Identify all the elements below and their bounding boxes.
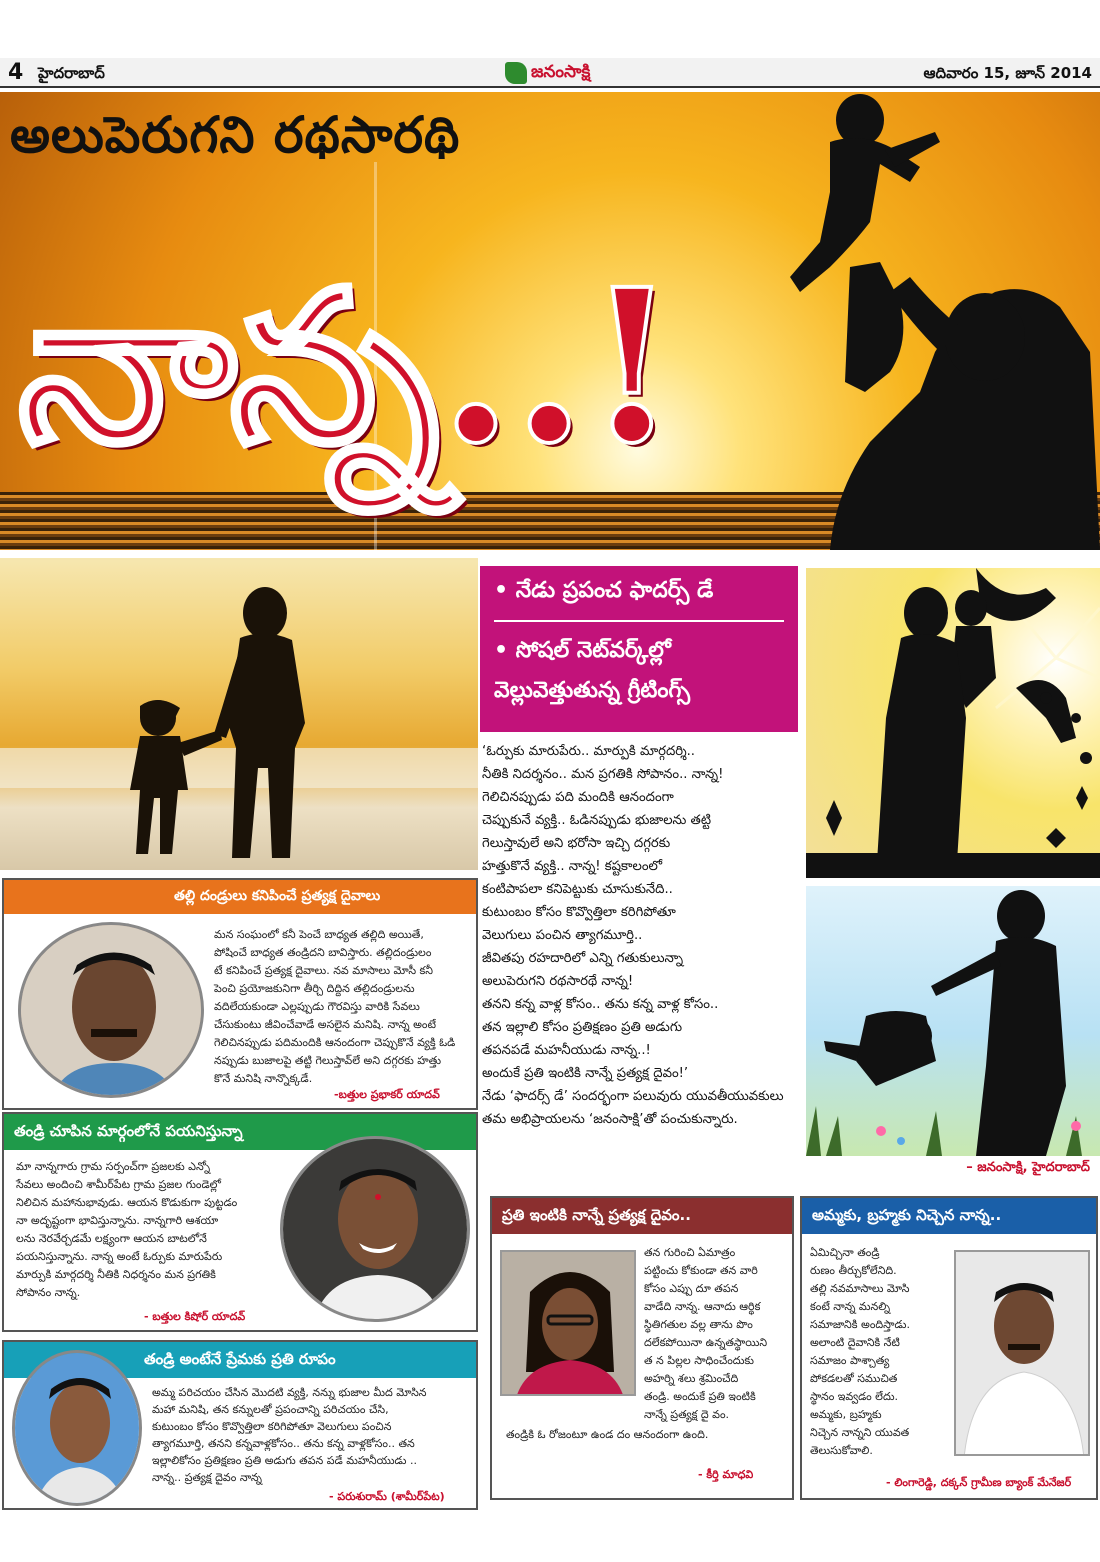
- opinion-text-1: [214, 926, 472, 1088]
- text-line: స్థానం ఇవ్వడం లేదు.: [810, 1390, 899, 1403]
- text-line: నాన్నే ప్రత్యక్ష దై వం.: [644, 1408, 730, 1421]
- father-son-beach-photo: [0, 558, 478, 870]
- author-photo-4: [500, 1250, 636, 1396]
- opinion-box-3: [2, 1340, 478, 1510]
- opinion-text-5: [810, 1244, 950, 1460]
- hero-title: నాన్న..!: [18, 243, 678, 490]
- portrait-young-man: [15, 1353, 142, 1506]
- father-playing-child-photo: [806, 886, 1100, 1156]
- text-line: ఇల్లాలికోసం ప్రతిక్షణం ప్రతి అడుగు తపన పడే మహనీయుడు ..: [152, 1454, 417, 1467]
- text-line: పోకడలతో సముచిత: [810, 1372, 898, 1385]
- main-article: [482, 740, 800, 1131]
- highlight-separator: [494, 620, 784, 622]
- article-line: కంటిపాపలా కనిపెట్టుకు చూసుకునేది..: [482, 882, 673, 897]
- text-line: తన గురించి ఏమాత్రం: [644, 1246, 736, 1259]
- text-line: త న పిల్లల సాధించేందుకు: [644, 1354, 754, 1367]
- text-line: మా నాన్నగారు గ్రామ సర్పంచ్‌గా ప్రజలకు ఎన్నో: [16, 1160, 210, 1173]
- opinion-text-4-last-line: [506, 1426, 786, 1444]
- text-line: నాన్న.. ప్రత్యక్ష దైవం నాన్న: [152, 1471, 262, 1484]
- map-logo-icon: [505, 62, 527, 84]
- article-line: చెప్పుకునే వ్యక్తి.. ఓడినప్పుడు భుజాలను తట్టి: [482, 813, 712, 828]
- article-line: అలుపెరుగని రథసారథే నాన్న!: [482, 974, 634, 989]
- opinion-box-2: [2, 1112, 478, 1332]
- opinion-credit-5: - లింగారెడ్డి, దక్కన్ గ్రామీణ బ్యాంక్ మేనేజర్: [886, 1476, 1072, 1489]
- text-line: గెలిచినప్పుడు పదిమందికి ఆనందంగా చెప్పుకొనే వ్యక్తి ఓడి: [214, 1036, 456, 1049]
- text-line: పెంచి ప్రయోజకునిగా తీర్చి దిద్దిన తల్లిదండ్రులను: [214, 982, 415, 995]
- article-line: తనని కన్న వాళ్ల కోసం.. తను కన్న వాళ్ల కోసం..: [482, 997, 719, 1012]
- text-line: త్యాగమూర్తి, తనని కన్నవాళ్లకోసం.. తను కన్న వాళ్లకోసం.. తన: [152, 1437, 415, 1450]
- opinion-box-1: [2, 878, 478, 1110]
- article-credit: – జనంసాక్షి, హైదరాబాద్: [966, 1160, 1090, 1175]
- article-line: కుటుంబం కోసం కొవ్వొత్తిలా కరిగిపోతూ: [482, 905, 676, 920]
- text-line: నిలిచిన మహానుభావుడు. ఆయన కొడుకుగా పుట్టడం: [16, 1196, 238, 1209]
- opinion-box-5: [800, 1196, 1098, 1500]
- text-line: అహర్ని శలు శ్రమించేది: [644, 1372, 739, 1385]
- father-swinging-child-silhouette: [806, 886, 1100, 1156]
- author-photo-5: [954, 1250, 1090, 1456]
- highlights-box: [480, 566, 798, 732]
- text-line: పోషించే బాధ్యత తండ్రిదని బావిస్తారు. తల్లిదండ్రులం: [214, 946, 432, 959]
- opinion-credit-3: - పరుశురామ్ (శామీర్‌పేట): [329, 1490, 445, 1503]
- text-line: అమ్మకు, బ్రహ్మకు: [810, 1408, 882, 1421]
- portrait-man-1: [21, 925, 204, 1098]
- text-line: వాడేది నాన్న. ఆనాదు ఆర్థిక: [644, 1300, 761, 1313]
- father-holding-child-photo: [806, 568, 1100, 878]
- text-line: సోపానం నాన్న.: [16, 1286, 81, 1299]
- newspaper-logo: [505, 60, 625, 86]
- author-photo-3: [12, 1350, 142, 1506]
- text-line: ఏమిచ్చినా తండ్రి: [810, 1246, 880, 1259]
- text-line: రుణం తీర్చుకోలేనిది.: [810, 1264, 897, 1277]
- portrait-man-2: [283, 1139, 470, 1322]
- text-line: లను నెరవేర్చడమే లక్ష్యంగా ఆయన బాటలోనే: [16, 1232, 207, 1245]
- text-line: అమ్మ పరిచయం చేసిన మొదటి వ్యక్తి, నన్ను భుజాల మీద మోసిన: [152, 1386, 427, 1399]
- article-line: నేడు ‘ఫాదర్స్ డే’ సందర్భంగా పలువురు యువతీయువకులు: [482, 1089, 784, 1104]
- text-line: మహా మనిషి, తన కన్నులతో ప్రపంచాన్ని పరిచయం చేసి,: [152, 1403, 389, 1416]
- opinion-credit-4: - కీర్తి మాధవి: [698, 1468, 754, 1481]
- article-line: హత్తుకొనే వ్యక్తి.. నాన్న! కష్టకాలంలో: [482, 859, 663, 874]
- highlight-item-1: • నేడు ప్రపంచ ఫాదర్స్ డే: [494, 578, 714, 603]
- text-line: అలాంటి దైవానికి నేటి: [810, 1336, 900, 1349]
- opinion-title-4: ప్రతి ఇంటికి నాన్నే ప్రత్యక్ష దైవం..: [492, 1198, 792, 1234]
- hero-kicker: అలుపెరుగని రథసారథి: [10, 106, 461, 164]
- article-line: జీవితపు రహదారిలో ఎన్ని గతుకులున్నా: [482, 951, 684, 966]
- text-line: నా అదృష్టంగా భావిస్తున్నాను. నాన్నగారి ఆశయా: [16, 1214, 219, 1227]
- text-line: నిచ్చెన నాన్నని యువత: [810, 1426, 910, 1439]
- portrait-woman: [502, 1252, 636, 1396]
- text-line: మార్పుకి మార్గదర్శి నీతికి నిధర్శనం మన ప్రగతికి: [16, 1268, 216, 1281]
- opinion-title-3: తండ్రి అంటేనే ప్రేమకు ప్రతి రూపం: [4, 1342, 476, 1378]
- author-photo-2: [280, 1136, 470, 1322]
- article-line: ‘ఓర్పుకు మారుపేరు.. మార్పుకి మార్గదర్శి..: [482, 744, 695, 759]
- text-line: వదిలేయకుండా ఎల్లప్పుడు గౌరవిస్తు వారికి సేవలు: [214, 1000, 420, 1013]
- edition-city: హైదరాబాద్: [38, 64, 105, 82]
- page-number: 4: [8, 60, 24, 85]
- article-line: అందుకే ప్రతి ఇంటికి నాన్నే ప్రత్యక్ష దైవం!’: [482, 1066, 689, 1081]
- article-line: గెలుస్తావులే అని భరోసా ఇచ్చి దగ్గరకు: [482, 836, 671, 851]
- text-line: టే కనిపించే ప్రత్యక్ష దైవాలు. నవ మాసాలు మోసీ కనీ: [214, 964, 434, 977]
- article-line: గెలిచినప్పుడు పది మందికి ఆనందంగా: [482, 790, 674, 805]
- text-line: కుటుంబం కోసం కొవ్వొత్తిలా కరిగిపోతూ వెలుగులు పంచిన: [152, 1420, 392, 1433]
- article-line: నీతికి నిదర్శనం.. మన ప్రగతికి సోపానం.. నాన్న!: [482, 767, 724, 782]
- opinion-text-2: [16, 1158, 274, 1302]
- opinion-credit-1: -బత్తుల ప్రభాకర్ యాదవ్: [334, 1088, 440, 1101]
- opinion-text-3: [152, 1384, 472, 1486]
- page-header: [0, 58, 1100, 88]
- text-line: కోసం ఎప్పు దూ తపన: [644, 1282, 739, 1295]
- hero-banner: [0, 92, 1100, 550]
- text-line: సమాజం పాశ్చాత్య: [810, 1354, 890, 1367]
- text-line: పయనిస్తున్నాను. నాన్న అంటే ఓర్పుకు మారుపేరు: [16, 1250, 223, 1263]
- text-line: దలేకపోయినా ఉన్నతస్థాయిని: [644, 1336, 768, 1349]
- father-lifting-child-silhouette: [760, 92, 1100, 550]
- text-line: సమాజానికి అందిస్తాడు.: [810, 1318, 910, 1331]
- opinion-title-1: తల్లి దండ్రులు కనిపించే ప్రత్యక్ష దైవాలు: [4, 880, 476, 914]
- opinion-credit-2: - బత్తుల కిషోర్ యాదవ్: [144, 1310, 246, 1323]
- text-line: స్థితిగతుల వల్ల తాను పొం: [644, 1318, 753, 1331]
- text-line: పట్టించు కోకుండా తన వారి: [644, 1264, 758, 1277]
- text-line: నప్పుడు బుజాలపై తట్టి గెలుస్తావ్‌లే అని దగ్గరకు హత్తు: [214, 1054, 442, 1067]
- text-line: తండ్రి. అందుకే ప్రతి ఇంటికి: [644, 1390, 756, 1403]
- portrait-bank-manager: [956, 1252, 1090, 1456]
- text-line: సేవలు అందించి శామీర్‌పేట గ్రామ ప్రజల గుండెల్లో: [16, 1178, 221, 1191]
- opinion-title-5: అమ్మకు, బ్రహ్మకు నిచ్చెన నాన్న..: [802, 1198, 1096, 1234]
- article-line: తమ అభిప్రాయలను ‘జనంసాక్షి’తో పంచుకున్నారు.: [482, 1112, 738, 1127]
- author-photo-1: [18, 922, 204, 1098]
- article-line: తపనపడే మహనీయుడు నాన్న..!: [482, 1043, 651, 1058]
- highlight-item-2-line-1: • సోషల్ నెట్‌వర్క్‌ల్లో: [494, 638, 671, 663]
- article-line: తన ఇల్లాలి కోసం ప్రతిక్షణం ప్రతి అడుగు: [482, 1020, 683, 1035]
- text-line: మన సంఘంలో కనీ పెంచే బాధ్యత తల్లిది అయితే,: [214, 928, 424, 941]
- highlight-item-2-line-2: వెల్లువెత్తుతున్న గ్రీటింగ్స్: [494, 678, 691, 703]
- text-line: తల్లి నవమాసాలు మోసి: [810, 1282, 910, 1295]
- opinion-text-4: [644, 1244, 792, 1424]
- logo-text: జనంసాక్షి: [531, 62, 591, 82]
- father-son-silhouette: [0, 558, 478, 870]
- father-holding-child-silhouette: [806, 568, 1100, 878]
- issue-date: ఆదివారం 15, జూన్ 2014: [923, 64, 1092, 82]
- text-line: కంటే నాన్న మనల్ని: [810, 1300, 891, 1313]
- text-line: కొనే మనిషి నాన్నొక్కడే.: [214, 1072, 313, 1085]
- opinion-box-4: [490, 1196, 794, 1500]
- text-line: తండ్రికి ఓ రోజంటూ ఉండ దం ఆనందంగా ఉంది.: [506, 1428, 709, 1441]
- text-line: తెలుసుకోవాలి.: [810, 1444, 873, 1457]
- text-line: చేసుకుంటు జీవించేవాడే అసలైన మనిషి. నాన్న అంటే: [214, 1018, 436, 1031]
- opinion-title-2: తండ్రి చూపిన మార్గంలోనే పయనిస్తున్నా: [4, 1114, 476, 1150]
- article-line: వెలుగులు పంచిన త్యాగమూర్తి..: [482, 928, 643, 943]
